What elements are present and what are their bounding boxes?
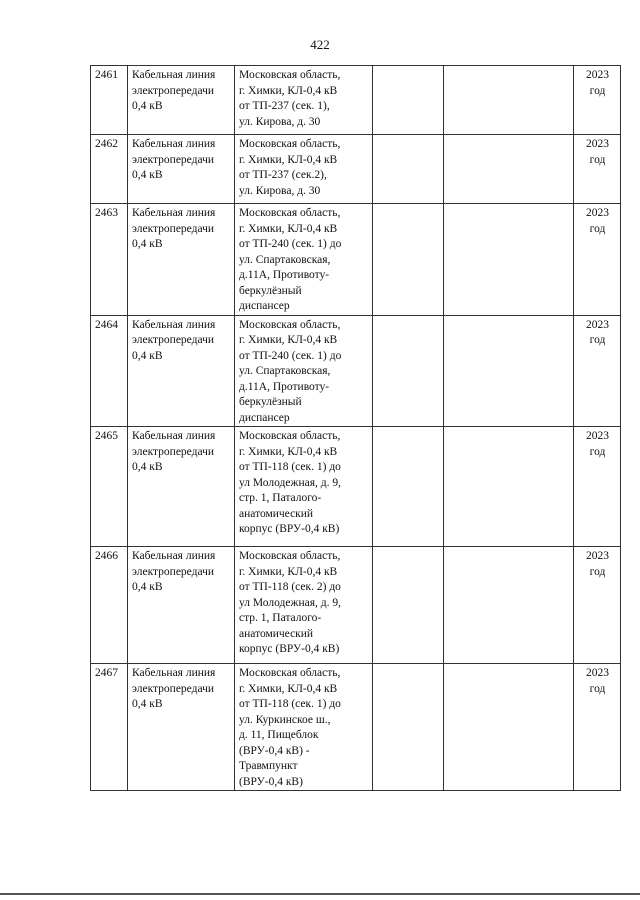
empty-cell <box>373 204 444 316</box>
empty-cell <box>373 135 444 204</box>
row-number-cell: 2464 <box>91 315 128 427</box>
table-row <box>91 315 621 427</box>
address-cell: Московская область, г. Химки, КЛ-0,4 кВ от ТП-240 (сек. 1) до ул. Спартаковская, д.11А, Противоту- беркулёзный диспансер <box>235 315 373 427</box>
object-name-cell: Кабельная линия электропередачи 0,4 кВ <box>128 664 235 791</box>
empty-cell <box>444 664 574 791</box>
row-number-cell: 2466 <box>91 547 128 664</box>
empty-cell <box>373 427 444 547</box>
table-row <box>91 135 621 204</box>
address-cell: Московская область, г. Химки, КЛ-0,4 кВ от ТП-118 (сек. 1) до ул Молодежная, д. 9, стр. 1, Паталого- анатомический корпус (ВРУ-0,4 кВ) <box>235 427 373 547</box>
year-cell: 2023 год <box>574 664 621 791</box>
table-row <box>91 427 621 547</box>
empty-cell <box>444 547 574 664</box>
row-number-cell: 2467 <box>91 664 128 791</box>
year-cell: 2023 год <box>574 547 621 664</box>
empty-cell <box>444 315 574 427</box>
empty-cell <box>373 547 444 664</box>
year-cell: 2023 год <box>574 66 621 135</box>
empty-cell <box>373 66 444 135</box>
scan-edge-line <box>0 893 640 895</box>
empty-cell <box>373 315 444 427</box>
empty-cell <box>444 204 574 316</box>
year-cell: 2023 год <box>574 204 621 316</box>
object-name-cell: Кабельная линия электропередачи 0,4 кВ <box>128 315 235 427</box>
object-name-cell: Кабельная линия электропередачи 0,4 кВ <box>128 135 235 204</box>
address-cell: Московская область, г. Химки, КЛ-0,4 кВ от ТП-237 (сек. 1), ул. Кирова, д. 30 <box>235 66 373 135</box>
row-number-cell: 2463 <box>91 204 128 316</box>
registry-table <box>90 65 621 791</box>
table-row <box>91 664 621 791</box>
empty-cell <box>444 66 574 135</box>
page-number: 422 <box>310 37 330 52</box>
row-number-cell: 2461 <box>91 66 128 135</box>
table-row <box>91 204 621 316</box>
table-row <box>91 66 621 135</box>
year-cell: 2023 год <box>574 427 621 547</box>
address-cell: Московская область, г. Химки, КЛ-0,4 кВ от ТП-240 (сек. 1) до ул. Спартаковская, д.11А, Противоту- беркулёзный диспансер <box>235 204 373 316</box>
address-cell: Московская область, г. Химки, КЛ-0,4 кВ от ТП-237 (сек.2), ул. Кирова, д. 30 <box>235 135 373 204</box>
object-name-cell: Кабельная линия электропередачи 0,4 кВ <box>128 547 235 664</box>
year-cell: 2023 год <box>574 135 621 204</box>
address-cell: Московская область, г. Химки, КЛ-0,4 кВ от ТП-118 (сек. 1) до ул. Куркинское ш., д. 11, Пищеблок (ВРУ-0,4 кВ) - Травмпункт (ВРУ-0,4 кВ) <box>235 664 373 791</box>
row-number-cell: 2462 <box>91 135 128 204</box>
empty-cell <box>444 427 574 547</box>
object-name-cell: Кабельная линия электропередачи 0,4 кВ <box>128 66 235 135</box>
table-row <box>91 547 621 664</box>
object-name-cell: Кабельная линия электропередачи 0,4 кВ <box>128 204 235 316</box>
address-cell: Московская область, г. Химки, КЛ-0,4 кВ от ТП-118 (сек. 2) до ул Молодежная, д. 9, стр. 1, Паталого- анатомический корпус (ВРУ-0,4 кВ) <box>235 547 373 664</box>
object-name-cell: Кабельная линия электропередачи 0,4 кВ <box>128 427 235 547</box>
row-number-cell: 2465 <box>91 427 128 547</box>
year-cell: 2023 год <box>574 315 621 427</box>
empty-cell <box>373 664 444 791</box>
empty-cell <box>444 135 574 204</box>
